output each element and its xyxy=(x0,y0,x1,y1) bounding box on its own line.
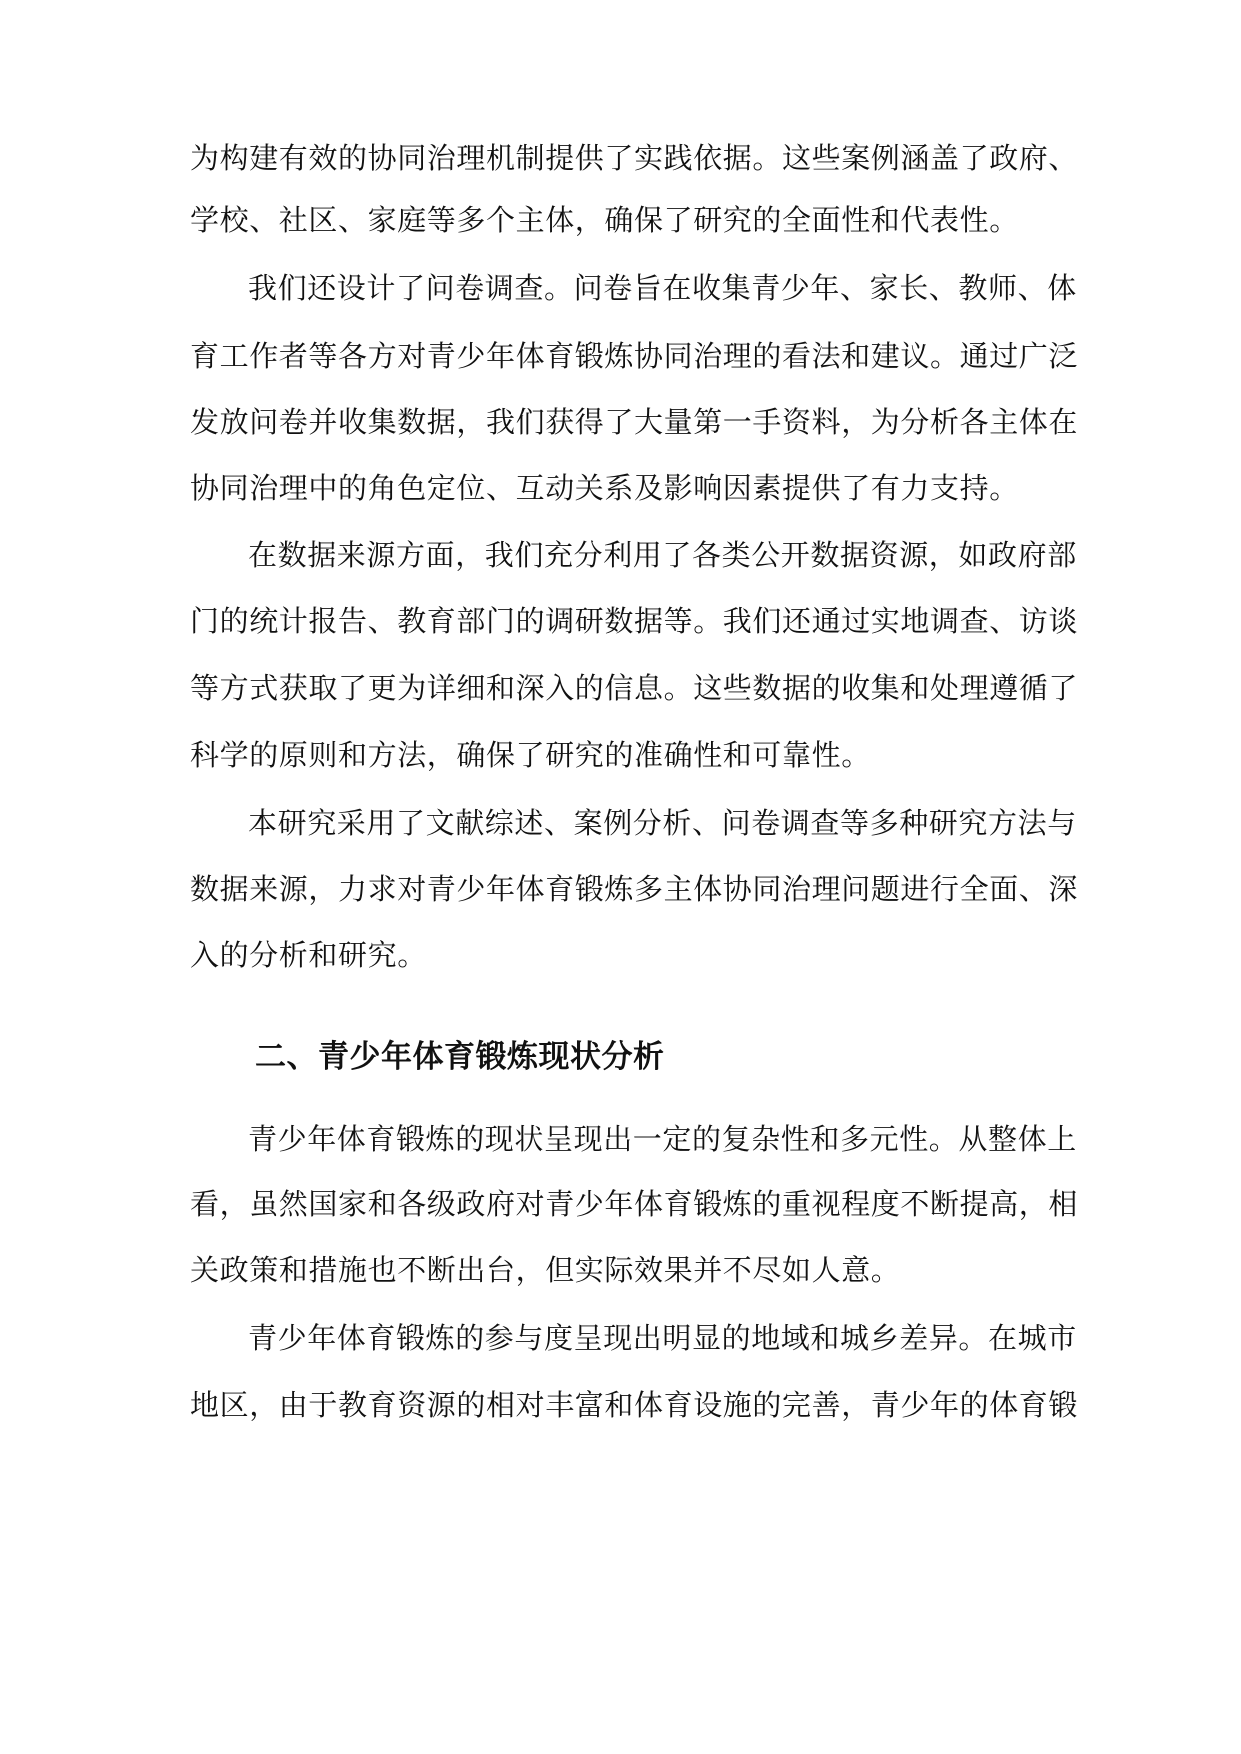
text-line: 青少年体育锻炼的参与度呈现出明显的地域和城乡差异。在城市 xyxy=(248,1321,1077,1355)
text-line: 科学的原则和方法，确保了研究的准确性和可靠性。 xyxy=(190,738,871,772)
text-line: 在数据来源方面，我们充分利用了各类公开数据资源，如政府部 xyxy=(248,538,1077,572)
text-line: 育工作者等各方对青少年体育锻炼协同治理的看法和建议。通过广泛 xyxy=(190,339,1079,373)
text-line: 关政策和措施也不断出台，但实际效果并不尽如人意。 xyxy=(190,1253,901,1287)
text-line: 门的统计报告、教育部门的调研数据等。我们还通过实地调查、访谈 xyxy=(190,604,1079,638)
text-line: 为构建有效的协同治理机制提供了实践依据。这些案例涵盖了政府、 xyxy=(190,141,1079,175)
text-line: 我们还设计了问卷调查。问卷旨在收集青少年、家长、教师、体 xyxy=(248,271,1077,305)
text-line: 青少年体育锻炼的现状呈现出一定的复杂性和多元性。从整体上 xyxy=(248,1122,1077,1156)
text-line: 学校、社区、家庭等多个主体，确保了研究的全面性和代表性。 xyxy=(190,203,1019,237)
text-line: 协同治理中的角色定位、互动关系及影响因素提供了有力支持。 xyxy=(190,471,1019,505)
text-line: 数据来源，力求对青少年体育锻炼多主体协同治理问题进行全面、深 xyxy=(190,872,1079,906)
text-line: 本研究采用了文献综述、案例分析、问卷调查等多种研究方法与 xyxy=(248,806,1077,840)
text-line: 入的分析和研究。 xyxy=(190,938,427,972)
text-line: 发放问卷并收集数据，我们获得了大量第一手资料，为分析各主体在 xyxy=(190,405,1079,439)
text-line: 地区，由于教育资源的相对丰富和体育设施的完善，青少年的体育锻 xyxy=(190,1388,1079,1422)
text-line: 看，虽然国家和各级政府对青少年体育锻炼的重视程度不断提高，相 xyxy=(190,1187,1079,1221)
text-line: 等方式获取了更为详细和深入的信息。这些数据的收集和处理遵循了 xyxy=(190,671,1079,705)
section-heading: 二、青少年体育锻炼现状分析 xyxy=(255,1039,665,1075)
